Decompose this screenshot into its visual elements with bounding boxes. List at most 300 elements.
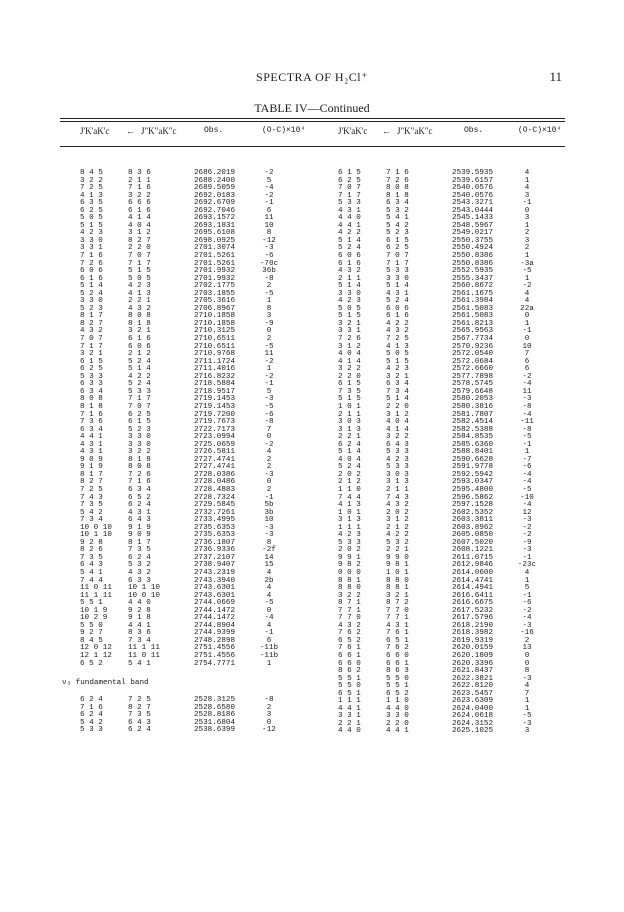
upper-level-cell: 6 1 5 (80, 357, 103, 366)
diff-cell: 7 (524, 689, 530, 698)
lower-level-cell: 6 5 2 (128, 493, 151, 502)
table-row (80, 464, 284, 472)
lower-level-cell: 8 1 8 (128, 319, 151, 328)
col-diff-right: (O-C)×10⁴ (518, 126, 562, 135)
diff-cell: -8 (264, 418, 274, 427)
table-row (80, 653, 284, 661)
obs-cell: 2735.6353 (194, 523, 236, 532)
obs-cell: 2623.5457 (452, 689, 494, 698)
table-row (80, 712, 284, 720)
upper-level-cell: 4 1 4 (338, 357, 361, 366)
obs-cell: 2624.0618 (452, 712, 494, 721)
obs-cell: 2614.0600 (452, 568, 494, 577)
diff-cell: 1 (524, 274, 530, 283)
lower-level-cell: 5 3 3 (386, 267, 409, 276)
upper-level-cell: 5 2 3 (80, 304, 103, 313)
lower-level-cell: 6 1 6 (386, 312, 409, 321)
obs-cell: 2701.9932 (194, 274, 236, 283)
table-row (338, 344, 542, 352)
lower-level-cell: 4 4 1 (128, 621, 151, 630)
obs-cell: 2718.5884 (194, 380, 236, 389)
diff-cell: -1 (522, 440, 532, 449)
obs-cell: 2693.1831 (194, 221, 236, 230)
obs-cell: 2727.4741 (194, 455, 236, 464)
obs-cell: 2754.7771 (194, 659, 236, 668)
lower-level-cell: 8 7 2 (386, 599, 409, 608)
table-row (338, 178, 542, 186)
obs-cell: 2539.6157 (452, 176, 494, 185)
upper-level-cell: 7 1 7 (338, 191, 361, 200)
table-row (80, 487, 284, 495)
upper-level-cell: 4 2 3 (338, 297, 361, 306)
obs-cell: 2539.5935 (452, 169, 494, 177)
table-row (338, 238, 542, 246)
diff-cell: 13 (522, 644, 532, 653)
diff-cell: 4 (266, 584, 272, 593)
upper-level-cell: 5 4 2 (80, 508, 103, 517)
table-row (80, 253, 284, 261)
table-row (338, 540, 542, 548)
diff-cell: -2 (264, 440, 274, 449)
table-row (338, 464, 542, 472)
obs-cell: 2728.0386 (194, 470, 236, 479)
diff-cell: 4 (524, 682, 530, 691)
upper-level-cell: 4 4 1 (338, 704, 361, 713)
diff-cell: -3a (520, 259, 534, 268)
table-row (80, 449, 284, 457)
lower-level-cell: 5 4 1 (386, 214, 409, 223)
lower-level-cell: 4 2 2 (386, 531, 409, 540)
lower-level-cell: 3 2 2 (386, 433, 409, 442)
obs-cell: 2719.1453 (194, 402, 236, 411)
diff-cell: -3 (264, 395, 274, 404)
left-table-body (80, 170, 284, 668)
upper-level-cell: 7 3 5 (338, 387, 361, 396)
lower-level-cell: 8 2 7 (128, 703, 151, 712)
obs-cell: 2744.8904 (194, 621, 236, 630)
diff-cell: 0 (266, 478, 272, 487)
diff-cell: 4 (524, 297, 530, 306)
table-row (338, 351, 542, 359)
lower-level-cell: 2 2 0 (128, 244, 151, 253)
diff-cell: 15 (264, 561, 274, 570)
upper-level-cell: 5 1 4 (338, 236, 361, 245)
lower-level-cell: 4 2 2 (128, 372, 151, 381)
diff-cell: -2f (262, 546, 276, 555)
diff-cell: 2 (524, 244, 530, 253)
obs-cell: 2580.2053 (452, 395, 494, 404)
table-row (80, 404, 284, 412)
lower-level-cell: 5 2 4 (386, 297, 409, 306)
running-title: SPECTRA OF H₂Cl⁺ (256, 70, 368, 84)
obs-cell: 2686.2019 (194, 169, 236, 177)
table-row (338, 396, 542, 404)
obs-cell: 2743.3940 (194, 576, 236, 585)
obs-cell: 2688.2400 (194, 176, 236, 185)
diff-cell: 8 (524, 667, 530, 676)
upper-level-cell: 6 1 5 (338, 169, 361, 177)
lower-level-cell: 4 1 4 (128, 214, 151, 223)
obs-cell: 2540.0576 (452, 184, 494, 193)
upper-level-cell: 5 0 5 (338, 304, 361, 313)
obs-cell: 2572.0540 (452, 350, 494, 359)
table-row (338, 306, 542, 314)
table-row (80, 412, 284, 420)
table-row (80, 570, 284, 578)
upper-level-cell: 1 1 0 (338, 485, 361, 494)
table-row (80, 502, 284, 510)
lower-level-cell: 8 8 0 (386, 576, 409, 585)
diff-cell: 3 (524, 727, 530, 736)
diff-cell: -1 (264, 629, 274, 638)
table-row (80, 540, 284, 548)
upper-level-cell: 8 1 7 (80, 470, 103, 479)
table-row (338, 691, 542, 699)
diff-cell: 4 (266, 568, 272, 577)
upper-level-cell: 9 9 1 (338, 553, 361, 562)
lower-level-cell: 7 3 4 (386, 387, 409, 396)
obs-cell: 2620.0159 (452, 644, 494, 653)
lower-level-cell: 5 1 5 (386, 357, 409, 366)
lower-level-cell: 8 3 6 (128, 169, 151, 177)
lower-level-cell: 6 0 6 (386, 304, 409, 313)
table-row (338, 208, 542, 216)
obs-cell: 2701.5261 (194, 259, 236, 268)
diff-cell: 11 (264, 214, 274, 223)
lower-level-cell: 5 3 2 (386, 538, 409, 547)
table-row (80, 562, 284, 570)
obs-cell: 2710.6511 (194, 335, 236, 344)
diff-cell: -8 (264, 696, 274, 704)
table-row (80, 283, 284, 291)
upper-level-cell: 3 3 1 (338, 327, 361, 336)
lower-level-cell: 7 1 6 (386, 169, 409, 177)
diff-cell: 0 (524, 659, 530, 668)
upper-level-cell: 6 6 1 (338, 652, 361, 660)
table-row (338, 359, 542, 367)
lower-level-cell: 6 5 1 (386, 636, 409, 645)
obs-cell: 2703.1855 (194, 289, 236, 298)
diff-cell: -3 (264, 523, 274, 532)
lower-level-cell: 7 6 2 (386, 644, 409, 653)
upper-level-cell: 4 2 3 (80, 229, 103, 238)
obs-cell: 2624.3152 (452, 719, 494, 728)
table-row (338, 593, 542, 601)
lower-level-cell: 7 1 6 (128, 184, 151, 193)
table-row (80, 336, 284, 344)
diff-cell: -6 (264, 410, 274, 419)
lower-level-cell: 6 3 4 (386, 380, 409, 389)
table-row (80, 200, 284, 208)
obs-cell: 2701.9932 (194, 267, 236, 276)
obs-cell: 2584.8535 (452, 433, 494, 442)
obs-cell: 2550.4924 (452, 244, 494, 253)
obs-cell: 2572.0684 (452, 357, 494, 366)
table-row (80, 389, 284, 397)
upper-level-cell: 3 3 0 (80, 297, 103, 306)
upper-level-cell: 9 1 9 (80, 463, 103, 472)
lower-level-cell: 8 6 3 (386, 667, 409, 676)
diff-cell: 1 (266, 659, 272, 668)
obs-cell: 2743.6301 (194, 591, 236, 600)
diff-cell: -6 (522, 463, 532, 472)
diff-cell: 0 (524, 335, 530, 344)
upper-level-cell: 3 2 2 (338, 591, 361, 600)
obs-cell: 2593.0347 (452, 478, 494, 487)
upper-level-cell: 12 1 12 (80, 652, 112, 660)
diff-cell: 2 (266, 485, 272, 494)
upper-level-cell: 6 6 0 (338, 659, 361, 668)
obs-cell: 2528.6580 (194, 703, 236, 712)
upper-level-cell: 8 2 6 (80, 546, 103, 555)
lower-level-cell: 7 6 1 (386, 629, 409, 638)
lower-level-cell: 6 6 0 (386, 652, 409, 660)
obs-cell: 2705.3616 (194, 297, 236, 306)
obs-cell: 2728.0486 (194, 478, 236, 487)
upper-level-cell: 3 2 2 (338, 365, 361, 374)
upper-level-cell: 6 3 4 (80, 387, 103, 396)
table-row (338, 404, 542, 412)
obs-cell: 2572.6660 (452, 365, 494, 374)
obs-cell: 2744.9399 (194, 629, 236, 638)
obs-cell: 2612.9846 (452, 561, 494, 570)
table-row (338, 261, 542, 269)
diff-cell: -12 (262, 726, 276, 735)
obs-cell: 2624.0400 (452, 704, 494, 713)
table-row (80, 705, 284, 713)
obs-cell: 2622.8120 (452, 682, 494, 691)
diff-cell: -3 (264, 244, 274, 253)
upper-level-cell: 4 4 1 (80, 433, 103, 442)
lower-level-cell: 1 0 1 (386, 568, 409, 577)
lower-level-cell: 6 3 3 (128, 576, 151, 585)
lower-level-cell: 6 6 6 (128, 199, 151, 208)
upper-level-cell: 7 2 5 (80, 485, 103, 494)
diff-cell: -9 (264, 319, 274, 328)
upper-level-cell: 5 5 1 (338, 674, 361, 683)
diff-cell: 2 (266, 335, 272, 344)
lower-level-cell: 6 4 3 (128, 516, 151, 525)
upper-level-cell: 2 1 1 (338, 410, 361, 419)
upper-level-cell: 4 3 2 (338, 267, 361, 276)
obs-cell: 2614.4941 (452, 584, 494, 593)
lower-level-cell: 6 5 2 (386, 689, 409, 698)
obs-cell: 2528.8186 (194, 711, 236, 720)
upper-level-cell: 2 2 1 (338, 433, 361, 442)
obs-cell: 2617.5232 (452, 606, 494, 615)
lower-level-cell: 3 2 2 (128, 191, 151, 200)
upper-level-cell: 8 2 7 (80, 478, 103, 487)
lower-level-cell: 2 2 1 (386, 546, 409, 555)
obs-cell: 2716.8232 (194, 372, 236, 381)
lower-level-cell: 8 1 8 (128, 455, 151, 464)
obs-cell: 2718.9517 (194, 387, 236, 396)
table-row (338, 562, 542, 570)
lower-level-cell: 8 0 8 (128, 463, 151, 472)
lower-level-cell: 7 0 7 (128, 402, 151, 411)
table-row (338, 532, 542, 540)
upper-level-cell: 5 4 2 (80, 718, 103, 727)
upper-level-cell: 1 1 1 (338, 523, 361, 532)
obs-cell: 2689.5059 (194, 184, 236, 193)
diff-cell: 0 (524, 652, 530, 660)
upper-level-cell: 5 1 4 (80, 282, 103, 291)
upper-level-cell: 7 2 6 (80, 259, 103, 268)
lower-level-cell: 10 0 10 (128, 591, 160, 600)
table-row (80, 457, 284, 465)
obs-cell: 2621.8437 (452, 667, 494, 676)
table-row (338, 728, 542, 736)
table-row (338, 525, 542, 533)
table-row (338, 615, 542, 623)
obs-cell: 2588.8401 (452, 448, 494, 457)
lower-level-cell: 5 5 1 (386, 682, 409, 691)
diff-cell: 6 (524, 357, 530, 366)
upper-level-cell: 6 3 3 (80, 380, 103, 389)
lower-level-cell: 6 4 3 (386, 440, 409, 449)
obs-cell: 2710.6511 (194, 342, 236, 351)
table-row (80, 623, 284, 631)
diff-cell: -3 (522, 674, 532, 683)
table-row (80, 532, 284, 540)
lower-level-cell: 5 3 2 (386, 206, 409, 215)
table-row (80, 245, 284, 253)
diff-cell: -5 (264, 599, 274, 608)
diff-cell: 0 (266, 606, 272, 615)
obs-cell: 2710.1858 (194, 312, 236, 321)
lower-level-cell: 6 0 6 (128, 342, 151, 351)
upper-level-cell: 4 3 2 (338, 621, 361, 630)
upper-level-cell: 6 0 6 (338, 252, 361, 261)
upper-level-cell: 3 0 3 (338, 418, 361, 427)
lower-level-cell: 5 3 2 (128, 561, 151, 570)
obs-cell: 2711.1724 (194, 357, 236, 366)
upper-level-cell: 8 4 5 (80, 636, 103, 645)
upper-level-cell: 6 3 4 (80, 425, 103, 434)
lower-level-cell: 4 2 3 (386, 455, 409, 464)
table-top-rule (60, 118, 565, 119)
table-row (338, 283, 542, 291)
diff-cell: 0 (524, 312, 530, 321)
obs-cell: 2611.0715 (452, 553, 494, 562)
table-row (80, 434, 284, 442)
lower-level-cell: 2 2 1 (128, 297, 151, 306)
col-obs-left: Obs. (204, 126, 224, 135)
upper-level-cell: 7 1 6 (80, 410, 103, 419)
obs-cell: 2607.5020 (452, 538, 494, 547)
obs-cell: 2693.1572 (194, 214, 236, 223)
obs-cell: 2625.1025 (452, 727, 494, 736)
table-row (338, 661, 542, 669)
obs-cell: 2596.5862 (452, 493, 494, 502)
diff-cell: 1 (524, 448, 530, 457)
upper-level-cell: 3 2 1 (80, 350, 103, 359)
table-row (80, 351, 284, 359)
table-row (80, 298, 284, 306)
page-number: 11 (549, 69, 562, 84)
diff-cell: 0 (266, 327, 272, 336)
obs-cell: 2719.7673 (194, 418, 236, 427)
lower-level-cell: 4 0 4 (386, 418, 409, 427)
lower-level-cell: 4 2 3 (128, 282, 151, 291)
table-row (80, 419, 284, 427)
lower-level-cell: 5 1 4 (386, 282, 409, 291)
table-row (338, 668, 542, 676)
obs-cell: 2744.1472 (194, 606, 236, 615)
table-row (338, 223, 542, 231)
table-row (80, 185, 284, 193)
lower-level-cell: 2 1 1 (386, 485, 409, 494)
lower-level-cell: 2 2 0 (386, 719, 409, 728)
lower-level-cell: 5 3 3 (386, 448, 409, 457)
lower-level-cell: 3 3 0 (386, 274, 409, 283)
table-row (80, 472, 284, 480)
lower-level-cell: 8 1 8 (386, 191, 409, 200)
upper-level-cell: 4 1 3 (338, 501, 361, 510)
upper-level-cell: 5 1 4 (338, 282, 361, 291)
diff-cell: 4 (266, 621, 272, 630)
obs-cell: 2692.7046 (194, 206, 236, 215)
obs-cell: 2548.5967 (452, 221, 494, 230)
table-row (80, 593, 284, 601)
table-row (338, 185, 542, 193)
col-upper-left: J'K'aK'c (80, 126, 110, 136)
table-row (338, 713, 542, 721)
table-row (80, 615, 284, 623)
upper-level-cell: 7 7 0 (338, 614, 361, 623)
table-row (338, 623, 542, 631)
table-row (338, 215, 542, 223)
table-caption: TABLE IV—Continued (254, 101, 370, 115)
upper-level-cell: 8 6 2 (338, 667, 361, 676)
upper-level-cell: 5 3 3 (80, 726, 103, 735)
table-row (338, 608, 542, 616)
lower-level-cell: 9 0 9 (128, 531, 151, 540)
upper-level-cell: 5 1 5 (338, 395, 361, 404)
obs-cell: 2582.4514 (452, 418, 494, 427)
diff-cell: -2 (522, 372, 532, 381)
upper-level-cell: 1 1 1 (338, 697, 361, 706)
obs-cell: 2620.3396 (452, 659, 494, 668)
obs-cell: 2702.1775 (194, 282, 236, 291)
col-diff-left: (O-C)×10⁴ (262, 126, 306, 135)
obs-cell: 2728.4883 (194, 485, 236, 494)
lower-level-cell: 7 3 5 (128, 711, 151, 720)
upper-level-cell: 4 0 4 (338, 350, 361, 359)
diff-cell: 14 (264, 553, 274, 562)
upper-level-cell: 7 3 6 (80, 418, 103, 427)
lower-level-cell: 4 3 1 (386, 621, 409, 630)
obs-cell: 2744.0669 (194, 599, 236, 608)
diff-cell: -8 (522, 425, 532, 434)
lower-level-cell: 3 3 0 (128, 440, 151, 449)
table-row (80, 208, 284, 216)
table-row (338, 653, 542, 661)
diff-cell: -12 (262, 236, 276, 245)
lower-level-cell: 8 8 1 (386, 584, 409, 593)
upper-level-cell: 3 2 1 (338, 319, 361, 328)
lower-level-cell: 4 0 4 (128, 221, 151, 230)
lower-level-cell: 5 0 5 (128, 274, 151, 283)
obs-cell: 2698.0925 (194, 236, 236, 245)
table-row (338, 321, 542, 329)
table-row (80, 510, 284, 518)
upper-level-cell: 8 4 5 (80, 169, 103, 177)
diff-cell: -11 (520, 418, 534, 427)
diff-cell: -2 (522, 282, 532, 291)
table-row (338, 328, 542, 336)
diff-cell: -3 (522, 516, 532, 525)
